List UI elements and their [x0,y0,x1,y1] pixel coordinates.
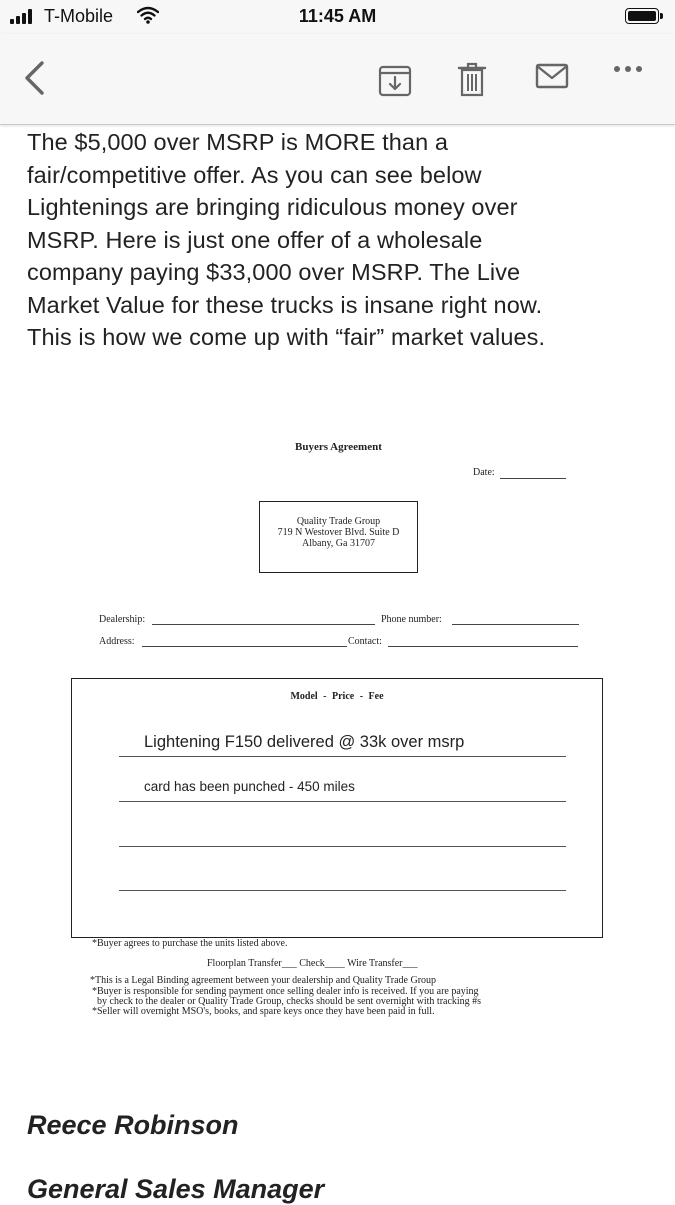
buyers-agreement-image[interactable] [62,425,652,1025]
handwritten-line-2: card has been punched - 450 miles [144,779,355,794]
company-street: 719 N Westover Blvd. Suite D [277,527,400,538]
body-line: This is how we come up with “fair” market values. [27,324,546,350]
mail-toolbar [0,34,675,125]
legal-note-2: *Buyer is responsible for sending payment once selling dealer info is received. If you are paying [92,986,479,997]
email-body [27,126,657,354]
document-title: Buyers Agreement [295,441,382,453]
battery-icon [625,8,659,24]
more-icon[interactable] [612,64,644,74]
signature-name: Reece Robinson [27,1110,239,1140]
legal-note-1: *This is a Legal Binding agreement between your dealership and Quality Trade Group [90,975,437,986]
payment-methods: Floorplan Transfer___ Check____ Wire Transfer___ [207,958,418,969]
date-label: Date: [473,467,495,478]
date-line [500,478,566,479]
company-city: Albany, Ga 31707 [302,538,375,549]
company-name: Quality Trade Group [296,516,381,527]
entry-line [119,890,566,891]
legal-note-3: by check to the dealer or Quality Trade Group, checks should be sent overnight with tracking #s [97,996,482,1007]
body-line: MSRP. Here is just one offer of a wholesale [27,226,483,253]
phone-line [452,624,579,625]
model-header: Model - Price - Fee [290,691,384,702]
body-line: Lightenings are bringing ridiculous money over [27,194,518,220]
model-price-box [71,678,603,938]
archive-icon[interactable] [377,62,413,98]
dealership-label: Dealership: [99,614,146,625]
entry-line [119,756,566,757]
trash-icon[interactable] [457,62,487,98]
company-address-box [259,501,418,573]
status-bar [0,0,675,34]
handwritten-line-1: Lightening F150 delivered @ 33k over msrp [144,733,465,751]
body-line: company paying $33,000 over MSRP. The Live [27,259,521,285]
body-line: Market Value for these trucks is insane right now. [27,291,543,318]
clock: 11:45 AM [298,6,377,26]
legal-note-4: *Seller will overnight MSO's, books, and spare keys once they have been paid in full. [92,1006,435,1017]
contact-line [388,646,578,647]
body-line: fair/competitive offer. As you can see below [27,161,482,188]
body-line: The $5,000 over MSRP is MORE than a [27,129,449,155]
dealership-line [152,624,375,625]
signature-title: General Sales Manager [27,1174,325,1204]
back-icon[interactable] [22,60,48,96]
entry-line [119,801,566,802]
address-label: Address: [99,636,135,647]
buyer-agrees-note: *Buyer agrees to purchase the units listed above. [92,938,288,949]
contact-label: Contact: [348,636,382,647]
phone-label: Phone number: [381,614,442,625]
mail-icon[interactable] [535,62,569,90]
carrier-name: T-Mobile [44,6,114,26]
address-line [142,646,347,647]
entry-line [119,846,566,847]
